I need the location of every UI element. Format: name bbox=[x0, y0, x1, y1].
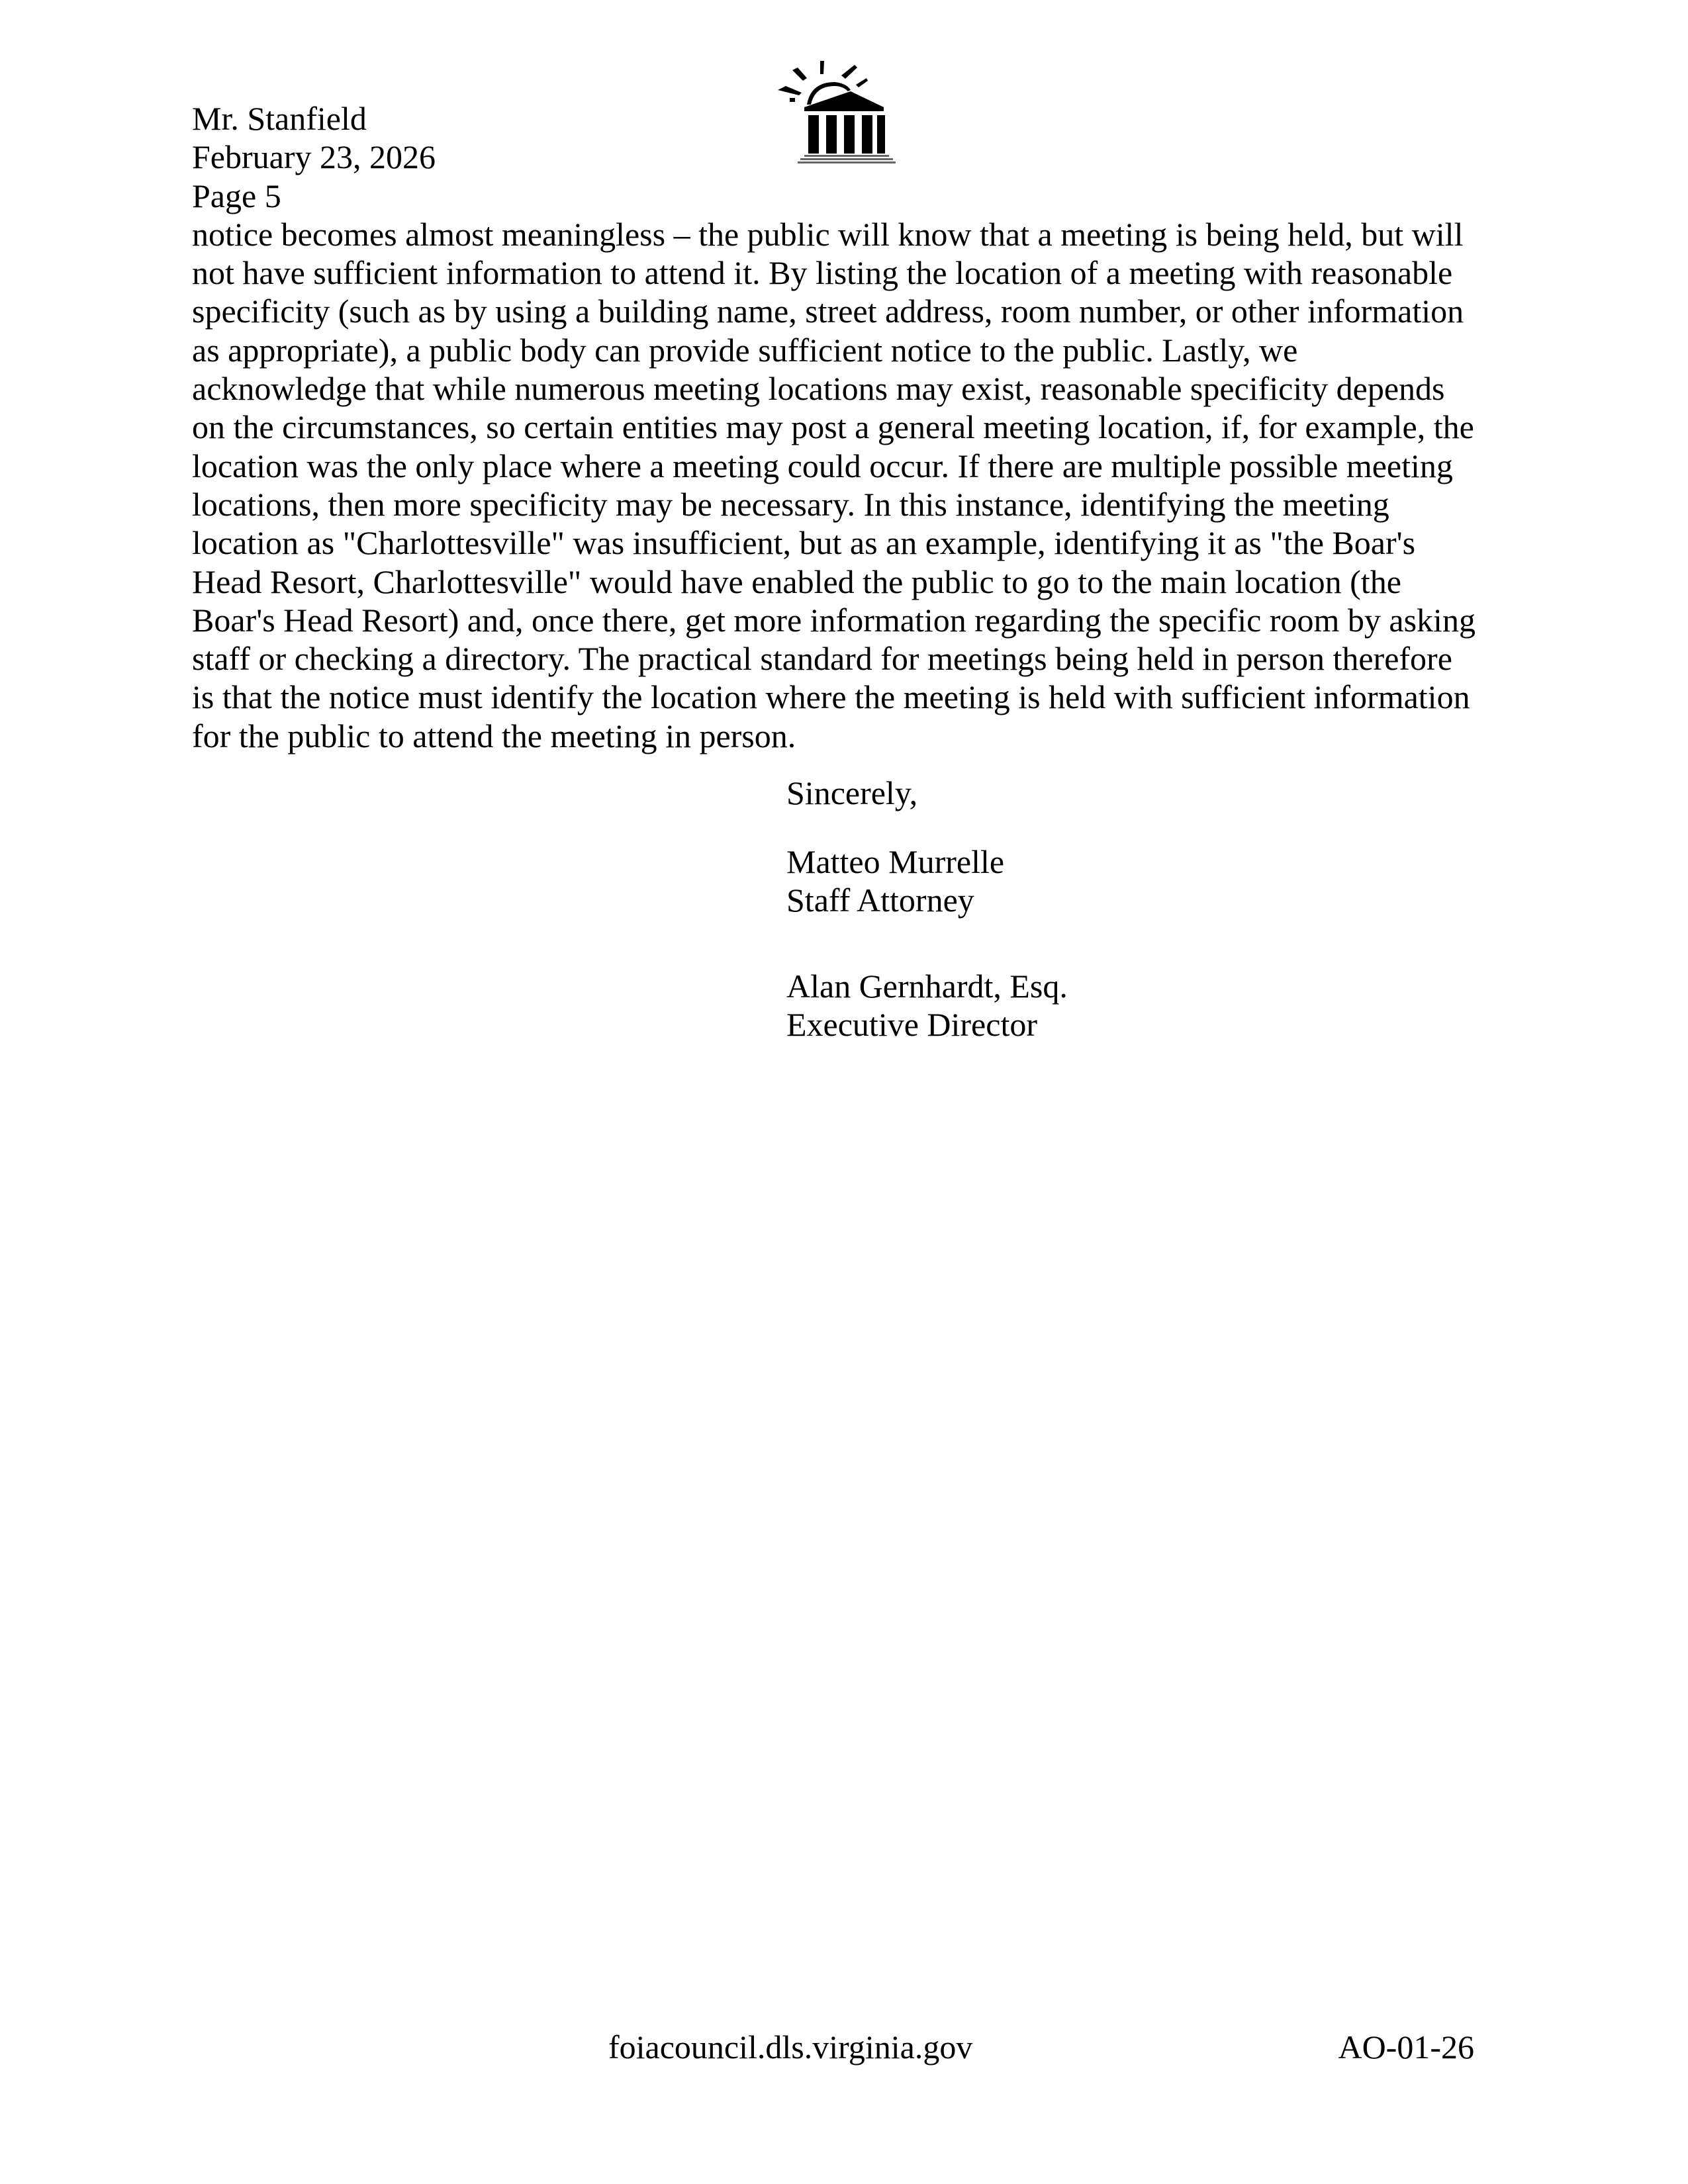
salutation: Sincerely, bbox=[786, 774, 918, 811]
signer2-title: Executive Director bbox=[786, 1006, 1037, 1043]
letter-body bbox=[192, 99, 1476, 755]
page-number: Page 5 bbox=[192, 177, 281, 214]
signer2-name: Alan Gernhardt, Esq. bbox=[786, 968, 1068, 1005]
body-line: is that the notice must identify the location where the meeting is held with sufficient information bbox=[192, 678, 1470, 716]
recipient-name: Mr. Stanfield bbox=[192, 100, 367, 137]
body-line: for the public to attend the meeting in person. bbox=[192, 717, 796, 754]
letter-date: February 23, 2026 bbox=[192, 138, 436, 176]
footer-website: foiacouncil.dls.virginia.gov bbox=[608, 2028, 973, 2066]
signer1-name: Matteo Murrelle bbox=[786, 843, 1005, 880]
body-line: acknowledge that while numerous meeting locations may exist, reasonable specificity depends bbox=[192, 370, 1445, 408]
body-line: notice becomes almost meaningless – the public will know that a meeting is being held, but will bbox=[192, 215, 1464, 253]
body-line: Head Resort, Charlottesville" would have enabled the public to go to the main location (the bbox=[192, 563, 1401, 600]
body-line: not have sufficient information to attend it. By listing the location of a meeting with reasonable bbox=[192, 254, 1453, 292]
body-line: locations, then more specificity may be necessary. In this instance, identifying the meeting bbox=[192, 485, 1389, 523]
body-line: specificity (such as by using a building name, street address, room number, or other information bbox=[192, 293, 1464, 330]
body-line: location as "Charlottesville" was insufficient, but as an example, identifying it as "the Boar's bbox=[192, 524, 1416, 562]
body-line: location was the only place where a meeting could occur. If there are multiple possible meeting bbox=[192, 447, 1453, 484]
body-line: as appropriate), a public body can provide sufficient notice to the public. Lastly, we bbox=[192, 331, 1298, 369]
body-line: on the circumstances, so certain entities may post a general meeting location, if, for example, the bbox=[192, 408, 1474, 446]
footer-opinion-number: AO-01-26 bbox=[1338, 2028, 1474, 2066]
signer1-title: Staff Attorney bbox=[786, 882, 974, 919]
body-line: staff or checking a directory. The practical standard for meetings being held in person therefore bbox=[192, 640, 1452, 678]
body-line: Boar's Head Resort) and, once there, get more information regarding the specific room by asking bbox=[192, 601, 1476, 639]
